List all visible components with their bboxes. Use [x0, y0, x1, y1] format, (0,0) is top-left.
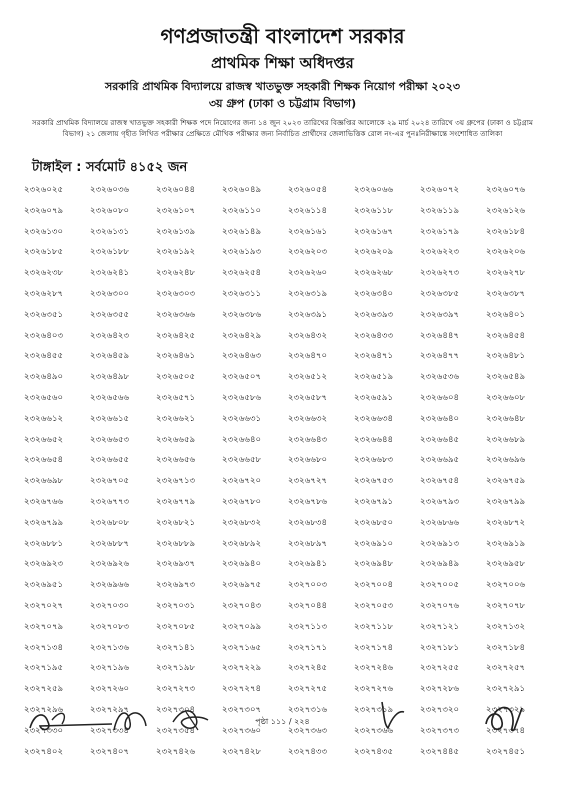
roll-number-cell: ২৩২৬২০৩	[288, 247, 328, 258]
table-row	[24, 658, 554, 679]
roll-number-cell: ২৩২৬৪০১	[486, 309, 526, 320]
roll-number-cell: ২৩২৬৫৬৬	[90, 392, 130, 403]
roll-number-cell: ২৩২৬৬৪০	[420, 413, 460, 424]
table-row	[24, 617, 554, 638]
roll-number-cell: ২৩২৬৬৪৪	[354, 434, 394, 445]
roll-number-cell: ২৩২৭২৭৬	[354, 684, 394, 695]
roll-number-cell: ২৩২৬৯৫৮	[486, 559, 526, 570]
roll-number-cell: ২৩২৭১৮৪	[486, 642, 526, 653]
roll-number-cell: ২৩২৬০৫৪	[288, 185, 328, 195]
roll-number-cell: ২৩২৬০৪৪	[156, 185, 196, 195]
notice-text: সরকারি প্রাথমিক বিদ্যালয়ে রাজস্ব খাতভুক্ত সহকারী শিক্ষক পদে নিয়োগের জন্য ১৪ জুন ২০২৩ তারিখের বিজ্ঞপ্তির আলোকে ২৯ মার্চ ২০২৪ তারিখে ৩য় গ্রুপের (ঢাকা ও চট্টগ্রাম বিভাগ) ২১ জেলায় গৃহীত লিখিত পরীক্ষার প্রেক্ষিতে মৌখিক পরীক্ষার জন্য নির্বাচিত প্রার্থীদের জেলাভিত্তিক রোল নং-এর পুনঃনিরীক্ষান্তে সংশোধিত তালিকা	[32, 118, 533, 138]
roll-number-cell: ২৩২৭১৩৬	[90, 642, 130, 653]
roll-number-cell: ২৩২৬৯৭৩	[156, 580, 196, 591]
roll-number-cell: ২৩২৭৩০৭	[222, 704, 262, 715]
roll-number-cell: ২৩২৭২৮৬	[420, 684, 460, 695]
roll-number-cell: ২৩২৬৫১৯	[354, 372, 394, 383]
roll-number-cell: ২৩২৭২৭৩	[156, 684, 196, 695]
roll-number-cell: ২৩২৬৭৮০	[222, 496, 262, 507]
district-heading: টাঙ্গাইল : সর্বমোট ৪১৫২ জন	[32, 160, 188, 175]
roll-number-cell: ২৩২৬৯৭৫	[222, 580, 262, 591]
table-row	[24, 742, 554, 763]
roll-number-cell: ২৩২৬৯৫১	[24, 580, 64, 591]
roll-number-cell: ২৩২৭৩৩৪	[90, 725, 130, 736]
roll-number-cell: ২৩২৬৫৩৬	[420, 372, 460, 383]
roll-number-cell: ২৩২৭০৭৯	[24, 621, 64, 632]
roll-number-cell: ২৩২৬৪৯০	[24, 372, 64, 383]
roll-number-cell: ২৩২৬২৪৮	[156, 268, 196, 279]
table-row	[24, 409, 554, 430]
roll-number-cell: ২৩২৬২৬৮	[354, 268, 394, 279]
roll-number-cell: ২৩২৬৪৮১	[486, 351, 526, 362]
roll-number-cell: ২৩২৭২৯৬	[24, 704, 64, 715]
roll-number-cell: ২৩২৬৯১০	[354, 538, 394, 549]
roll-number-cell: ২৩২৭০০৩	[288, 580, 328, 591]
roll-number-cell: ২৩২৭৩৩০	[24, 725, 64, 736]
table-row	[24, 305, 554, 326]
roll-number-cell: ২৩২৭১১৮	[354, 621, 394, 632]
roll-number-cell: ২৩২৬৩৮৬	[222, 309, 262, 320]
roll-number-cell: ২৩২৬৯২৬	[90, 559, 130, 570]
roll-number-cell: ২৩২৭১৯৬	[90, 663, 130, 674]
roll-number-cell: ২৩২৬৪৯৮	[90, 372, 130, 383]
roll-number-cell: ২৩২৭১৯৫	[24, 663, 64, 674]
roll-number-cell: ২৩২৬৮২১	[156, 517, 196, 528]
table-row	[24, 388, 554, 409]
roll-number-cell: ২৩২৬১১৮	[354, 205, 394, 216]
roll-number-cell: ২৩২৬৫৯১	[354, 392, 394, 403]
roll-number-cell: ২৩২৭১৬৫	[222, 642, 262, 653]
roll-number-cell: ২৩২৭০৪৪	[288, 600, 328, 611]
roll-number-cell: ২৩২৭০৪৩	[222, 600, 262, 611]
roll-number-cell: ২৩২৭২৪৫	[288, 663, 328, 674]
department-title: প্রাথমিক শিক্ষা অধিদপ্তর	[211, 54, 354, 72]
roll-number-cell: ২৩২৬৪৩২	[288, 330, 328, 341]
roll-number-cell: ২৩২৬৯৪১	[288, 559, 328, 570]
roll-number-cell: ২৩২৭৪০৭	[90, 746, 130, 757]
roll-number-cell: ২৩২৭২২৯	[222, 663, 262, 674]
roll-number-cell: ২৩২৬২৭৮	[486, 268, 526, 279]
roll-number-cell: ২৩২৬৬১২	[24, 413, 64, 424]
roll-number-cell: ২৩২৬৬২১	[156, 413, 196, 424]
roll-number-cell: ২৩২৬৮৩৪	[288, 517, 328, 528]
roll-number-cell: ২৩২৭২৫৯	[24, 684, 64, 695]
roll-number-cell: ২৩২৭১১৩	[288, 621, 328, 632]
roll-number-cell: ২৩২৬০৭৬	[486, 185, 526, 195]
roll-number-cell: ২৩২৬২৪১	[90, 268, 130, 279]
roll-number-cell: ২৩২৬৪৪৭	[420, 330, 460, 341]
roll-number-cell: ২৩২৬১৮৮	[90, 247, 130, 258]
roll-number-cell: ২৩২৬৩৫১	[24, 309, 64, 320]
roll-number-cell: ২৩২৭০৮৫	[156, 621, 196, 632]
roll-number-cell: ২৩২৬৮৫০	[354, 517, 394, 528]
roll-number-cell: ২৩২৭৩৭৪	[486, 725, 526, 736]
roll-number-cell: ২৩২৬৭৯১	[354, 496, 394, 507]
roll-number-cell: ২৩২৬৭২০	[222, 476, 262, 487]
roll-number-cell: ২৩২৬৯৪৮	[354, 559, 394, 570]
roll-number-cell: ২৩২৬৮৮১	[24, 538, 64, 549]
roll-number-cell: ২৩২৭৩০৪	[156, 704, 196, 715]
roll-number-cell: ২৩২৬৮৭২	[486, 517, 526, 528]
roll-number-cell: ২৩২৬১৪৯	[222, 226, 262, 237]
roll-number-cell: ২৩২৭২৫৫	[420, 663, 460, 674]
roll-number-cell: ২৩২৬৫৪৯	[486, 372, 526, 383]
page-number: পৃষ্ঠা ১১১ / ২২৪	[255, 717, 310, 726]
table-row	[24, 284, 554, 305]
roll-number-cell: ২৩২৭২৯৭	[90, 704, 130, 715]
roll-number-cell: ২৩২৬৭৫৩	[354, 476, 394, 487]
roll-number-cell: ২৩২৬৩০৩	[156, 288, 196, 299]
table-row	[24, 222, 554, 243]
table-row	[24, 450, 554, 471]
roll-number-cell: ২৩২৬৬৫৫	[90, 455, 130, 466]
roll-number-cell: ২৩২৭১৩৪	[24, 642, 64, 653]
table-row	[24, 534, 554, 555]
roll-number-cell: ২৩২৭৪০২	[24, 746, 64, 757]
roll-number-cell: ২৩২৬২৬০	[288, 268, 328, 279]
group-title: ৩য় গ্রুপ (ঢাকা ও চট্টগ্রাম বিভাগ)	[208, 97, 357, 110]
roll-number-cell: ২৩২৬৬৩১	[222, 413, 262, 424]
roll-number-cell: ২৩২৬৬৯৮	[24, 476, 64, 487]
roll-number-cell: ২৩২৬৬৩২	[288, 413, 328, 424]
roll-number-cell: ২৩২৭৪৩৫	[354, 746, 394, 757]
roll-number-cell: ২৩২৬০২৫	[24, 185, 64, 195]
roll-number-cell: ২৩২৭০৩০	[90, 600, 130, 611]
roll-number-cell: ২৩২৭৪২৬	[156, 746, 196, 757]
roll-number-cell: ২৩২৭০০৪	[354, 580, 394, 591]
roll-number-cell: ২৩২৬৬০৮	[486, 392, 526, 403]
roll-number-cell: ২৩২৬৮৮৭	[90, 538, 130, 549]
roll-number-cell: ২৩২৬৬১৫	[90, 413, 130, 424]
roll-number-cell: ২৩২৬৬৩৪	[354, 413, 394, 424]
roll-number-cell: ২৩২৬৯৪০	[222, 559, 262, 570]
roll-number-cell: ২৩২৬৮০৮	[90, 517, 130, 528]
roll-number-cell: ২৩২৭৪৩৩	[288, 746, 328, 757]
roll-number-cell: ২৩২৭০০৬	[486, 580, 526, 591]
roll-number-cell: ২৩২৬৩৯১	[288, 309, 328, 320]
roll-number-cell: ২৩২৬৬৫৮	[222, 455, 262, 466]
roll-number-cell: ২৩২৬৬৪০	[222, 434, 262, 445]
roll-number-cell: ২৩২৭৩৬৬	[354, 725, 394, 736]
roll-number-cell: ২৩২৬৯৩৭	[156, 559, 196, 570]
roll-number-cell: ২৩২৭০৩১	[156, 600, 196, 611]
roll-number-cell: ২৩২৭১৮১	[420, 642, 460, 653]
roll-number-cell: ২৩২৬৫৬০	[24, 392, 64, 403]
roll-number-cell: ২৩২৬৬০৪	[420, 392, 460, 403]
table-row	[24, 326, 554, 347]
roll-number-cell: ২৩২৭১৭৪	[354, 642, 394, 653]
roll-number-cell: ২৩২৬০৭৯	[24, 205, 64, 216]
roll-number-cell: ২৩২৬৬৮৩	[354, 455, 394, 466]
roll-number-cell: ২৩২৬২০৬	[486, 247, 526, 258]
roll-number-cell: ২৩২৬৬৫৬	[156, 455, 196, 466]
roll-number-cell: ২৩২৬৪০৩	[24, 330, 64, 341]
table-row	[24, 596, 554, 617]
roll-number-cell: ২৩২৬১৬৭	[354, 226, 394, 237]
roll-number-cell: ২৩২৬২৫৪	[222, 268, 262, 279]
roll-number-cell: ২৩২৬৩১৯	[288, 288, 328, 299]
table-row	[24, 201, 554, 222]
roll-number-cell: ২৩২৭৩২০	[420, 704, 460, 715]
roll-number-cell: ২৩২৬১৭৯	[420, 226, 460, 237]
roll-number-cell: ২৩২৬৭৫৯	[486, 476, 526, 487]
roll-number-cell: ২৩২৬৭৭৩	[90, 496, 130, 507]
roll-number-cell: ২৩২৬৪৬১	[156, 351, 196, 362]
roll-number-cell: ২৩২৬০৬৬	[354, 185, 394, 195]
roll-number-cell: ২৩২৬২০৯	[354, 247, 394, 258]
roll-number-cell: ২৩২৭৩৬০	[222, 725, 262, 736]
roll-number-cell: ২৩২৬৭৬৬	[24, 496, 64, 507]
roll-number-cell: ২৩২৭২৭৫	[288, 684, 328, 695]
roll-number-cell: ২৩২৬৭৯৯	[486, 496, 526, 507]
roll-number-cell: ২৩২৭৩৫৪	[156, 725, 196, 736]
roll-number-cell: ২৩২৬০৭২	[420, 185, 460, 195]
roll-number-cell: ২৩২৬১০৭	[156, 205, 196, 216]
roll-number-cell: ২৩২৬০৮০	[90, 205, 130, 216]
table-row	[24, 430, 554, 451]
roll-number-cell: ২৩২৭২৪৬	[354, 663, 394, 674]
roll-number-cell: ২৩২৭৪৫১	[486, 746, 526, 757]
roll-number-cell: ২৩২৬৩৯৩	[354, 309, 394, 320]
roll-number-cell: ২৩২৬১৯২	[156, 247, 196, 258]
roll-number-cell: ২৩২৬৬৪৫	[420, 434, 460, 445]
roll-number-cell: ২৩২৬৮৯২	[222, 538, 262, 549]
roll-number-cell: ২৩২৬৭২৭	[288, 476, 328, 487]
roll-number-cell: ২৩২৬৫৮৭	[288, 392, 328, 403]
roll-number-cell: ২৩২৭০৮৩	[90, 621, 130, 632]
table-row	[24, 638, 554, 659]
roll-number-cell: ২৩২৬৪৬৩	[222, 351, 262, 362]
roll-number-cell: ২৩২৬১৮৪	[486, 226, 526, 237]
roll-number-cell: ২৩২৬৯১৩	[420, 538, 460, 549]
roll-number-cell: ২৩২৬৫১২	[288, 372, 328, 383]
roll-number-cell: ২৩২৬৩৮৫	[420, 288, 460, 299]
table-row	[24, 492, 554, 513]
table-row	[24, 263, 554, 284]
roll-number-cell: ২৩২৬৯১৯	[486, 538, 526, 549]
roll-number-cell: ২৩২৭০২৭	[24, 600, 64, 611]
table-row	[24, 513, 554, 534]
table-row	[24, 180, 554, 201]
roll-number-cell: ২৩২৬৬৫৯	[156, 434, 196, 445]
roll-number-cell: ২৩২৬৮৬৬	[420, 517, 460, 528]
roll-number-cell: ২৩২৬৩১১	[222, 288, 262, 299]
roll-number-cell: ২৩২৬১১৯	[420, 205, 460, 216]
roll-number-cell: ২৩২৭০৭৮	[486, 600, 526, 611]
roll-number-cell: ২৩২৭২৯১	[486, 684, 526, 695]
roll-number-cell: ২৩২৬২৭৩	[420, 268, 460, 279]
roll-number-cell: ২৩২৬৪২৯	[222, 330, 262, 341]
roll-number-cell: ২৩২৬৮৯৭	[288, 538, 328, 549]
roll-number-cell: ২৩২৭০৭৬	[420, 600, 460, 611]
roll-number-cell: ২৩২৬৬৫৩	[90, 434, 130, 445]
roll-number-cell: ২৩২৬৬৮৯	[486, 434, 526, 445]
roll-number-cell: ২৩২৭১৯৮	[156, 663, 196, 674]
roll-number-cell: ২৩২৬৫৮৬	[222, 392, 262, 403]
exam-title: সরকারি প্রাথমিক বিদ্যালয়ে রাজস্ব খাতভুক্ত সহকারী শিক্ষক নিয়োগ পরীক্ষা ২০২৩	[105, 80, 460, 93]
roll-number-cell: ২৩২৬৭০৫	[90, 476, 130, 487]
roll-number-cell: ২৩২৭১৩২	[486, 621, 526, 632]
table-row	[24, 575, 554, 596]
roll-number-cell: ২৩২৭১২১	[420, 621, 460, 632]
roll-number-cell: ২৩২৬৮৮৯	[156, 538, 196, 549]
roll-number-cell: ২৩২৬১৩১	[90, 226, 130, 237]
table-row	[24, 346, 554, 367]
roll-number-cell: ২৩২৭২৫৭	[486, 663, 526, 674]
roll-number-cell: ২৩২৬৩৫৫	[90, 309, 130, 320]
roll-number-cell: ২৩২৬১৩০	[24, 226, 64, 237]
roll-number-cell: ২৩২৬৩৪০	[354, 288, 394, 299]
roll-number-cell: ২৩২৬৬৯৬	[486, 455, 526, 466]
roll-number-cell: ২৩২৬৬৫৪	[24, 455, 64, 466]
roll-number-cell: ২৩২৬৫৭১	[156, 392, 196, 403]
roll-number-cell: ২৩২৭৩৬৩	[288, 725, 328, 736]
roll-number-cell: ২৩২৭৩৭৩	[420, 725, 460, 736]
roll-number-cell: ২৩২৬৭৫৪	[420, 476, 460, 487]
government-title: গণপ্রজাতন্ত্রী বাংলাদেশ সরকার	[160, 24, 405, 48]
roll-number-cell: ২৩২৬৬৮০	[288, 455, 328, 466]
roll-number-cell: ২৩২৬৬৫২	[24, 434, 64, 445]
roll-number-cell: ২৩২৬৪২৩	[90, 330, 130, 341]
roll-number-cell: ২৩২৬১২৬	[486, 205, 526, 216]
roll-number-cell: ২৩২৭২৭৪	[222, 684, 262, 695]
roll-number-cell: ২৩২৭৩১৬	[288, 704, 328, 715]
roll-number-cell: ২৩২৬৭৯৩	[420, 496, 460, 507]
roll-number-cell: ২৩২৭৪২৮	[222, 746, 262, 757]
roll-number-cell: ২৩২৬৭৭৯	[156, 496, 196, 507]
roll-number-cell: ২৩২৬৬৯৫	[420, 455, 460, 466]
roll-number-cell: ২৩২৭২৬০	[90, 684, 130, 695]
roll-number-cell: ২৩২৬৩৯৭	[420, 309, 460, 320]
roll-number-cell: ২৩২৬২৩৮	[24, 268, 64, 279]
roll-number-cell: ২৩২৭১৪১	[156, 642, 196, 653]
roll-number-cell: ২৩২৭১৭১	[288, 642, 328, 653]
roll-number-cell: ২৩২৬৬৪৩	[288, 434, 328, 445]
roll-number-cell: ২৩২৬১১০	[222, 205, 262, 216]
roll-number-cell: ২৩২৬১৬১	[288, 226, 328, 237]
roll-number-cell: ২৩২৬১৮৫	[24, 247, 64, 258]
roll-number-table	[24, 180, 554, 762]
table-row	[24, 242, 554, 263]
roll-number-cell: ২৩২৬৩৮৭	[486, 288, 526, 299]
roll-number-cell: ২৩২৬২২৩	[420, 247, 460, 258]
roll-number-cell: ২৩২৬৪৩৩	[354, 330, 394, 341]
roll-number-cell: ২৩২৬৫০৫	[156, 372, 196, 383]
roll-number-cell: ২৩২৬৯৪৯	[420, 559, 460, 570]
roll-number-cell: ২৩২৬৪৭০	[288, 351, 328, 362]
roll-number-cell: ২৩২৬৪৭৭	[420, 351, 460, 362]
table-row	[24, 679, 554, 700]
roll-number-cell: ২৩২৬১৩৯	[156, 226, 196, 237]
roll-number-cell: ২৩২৭০৯৯	[222, 621, 262, 632]
roll-number-cell: ২৩২৬৪৫৪	[486, 330, 526, 341]
table-row	[24, 554, 554, 575]
roll-number-cell: ২৩২৬৪৫৯	[90, 351, 130, 362]
roll-number-cell: ২৩২৬০৪৯	[222, 185, 262, 195]
roll-number-cell: ২৩২৬৪২৫	[156, 330, 196, 341]
roll-number-cell: ২৩২৭০৫৩	[354, 600, 394, 611]
roll-number-cell: ২৩২৭৩১৯	[354, 704, 394, 715]
roll-number-cell: ২৩২৬৪৫৫	[24, 351, 64, 362]
roll-number-cell: ২৩২৬৫০৭	[222, 372, 262, 383]
roll-number-cell: ২৩২৬১১৪	[288, 205, 328, 216]
roll-number-cell: ২৩২৬৩০০	[90, 288, 130, 299]
roll-number-cell: ২৩২৬৭৮৬	[288, 496, 328, 507]
roll-number-cell: ২৩২৭০০৫	[420, 580, 460, 591]
roll-number-cell: ২৩২৭৪৪৫	[420, 746, 460, 757]
roll-number-cell: ২৩২৬২৮৭	[24, 288, 64, 299]
roll-number-cell: ২৩২৬৩৬৬	[156, 309, 196, 320]
table-row	[24, 471, 554, 492]
roll-number-cell: ২৩২৬৭৯৯	[24, 517, 64, 528]
roll-number-cell: ২৩২৬৯২৩	[24, 559, 64, 570]
roll-number-cell: ২৩২৬৮৩২	[222, 517, 262, 528]
roll-number-cell: ২৩২৬৬৪৮	[486, 413, 526, 424]
roll-number-cell: ২৩২৬৭১৩	[156, 476, 196, 487]
roll-number-cell: ২৩২৬১৯৩	[222, 247, 262, 258]
roll-number-cell: ২৩২৬০৩৬	[90, 185, 130, 195]
table-row	[24, 367, 554, 388]
roll-number-cell: ২৩২৭৩২৯	[486, 704, 526, 715]
roll-number-cell: ২৩২৬৯৬৬	[90, 580, 130, 591]
roll-number-cell: ২৩২৬৪৭১	[354, 351, 394, 362]
